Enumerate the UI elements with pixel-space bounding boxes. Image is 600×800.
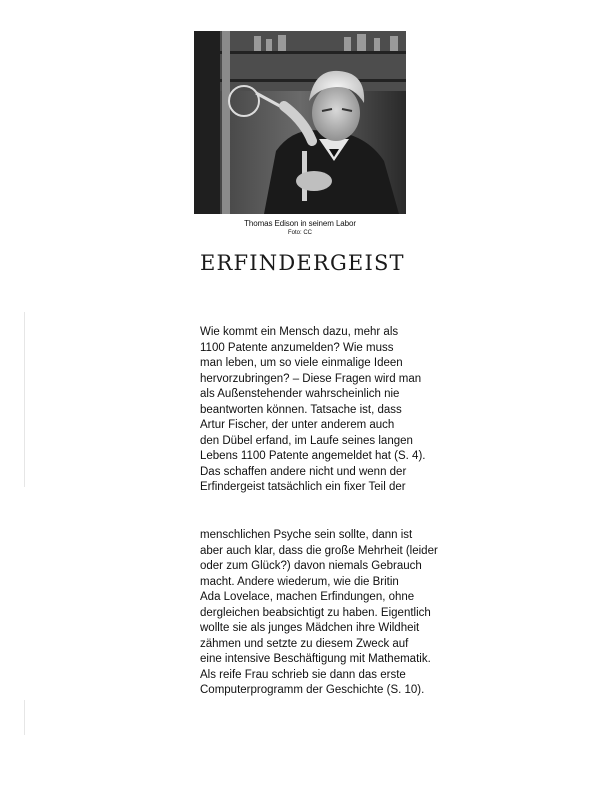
paragraph-line: menschlichen Psyche sein sollte, dann ist <box>200 529 413 541</box>
paragraph-line: Artur Fischer, der unter anderem auch <box>200 419 395 431</box>
paragraph-line: 1100 Patente anzumelden? Wie muss <box>200 341 394 354</box>
edison-photo-image <box>194 31 406 214</box>
paragraph-line: beantworten können. Tatsache ist, dass <box>200 403 402 416</box>
photo-caption <box>230 219 370 237</box>
paragraph-1 <box>200 325 425 496</box>
paragraph-line: hervorzubringen? – Diese Fragen wird man <box>200 372 422 385</box>
caption-credit: Foto: CC <box>287 230 312 236</box>
edison-photo <box>194 31 406 214</box>
paragraph-line: eine intensive Beschäftigung mit Mathematik. <box>200 653 431 665</box>
page-edge-mark <box>24 312 25 487</box>
paragraph-line: Computerprogramm der Geschichte (S. 10). <box>200 684 425 696</box>
paragraph-line: wollte sie als junges Mädchen ihre Wildheit <box>200 622 420 634</box>
paragraph-line: Lebens 1100 Patente angemeldet hat (S. 4). <box>200 450 426 462</box>
article-heading: ERFINDERGEIST <box>200 251 405 275</box>
paragraph-2 <box>200 528 438 699</box>
page-edge-mark <box>24 700 25 735</box>
paragraph-line: als Außenstehender wahrscheinlich nie <box>200 388 400 400</box>
paragraph-line: aber auch klar, dass die große Mehrheit (leider <box>200 544 438 557</box>
paragraph-line: oder zum Glück?) davon niemals Gebrauch <box>200 560 422 572</box>
paragraph-line: Wie kommt ein Mensch dazu, mehr als <box>200 326 399 338</box>
caption-title: Thomas Edison in seinem Labor <box>244 219 356 228</box>
paragraph-line: dergleichen beabsichtigt zu haben. Eigentlich <box>200 606 431 619</box>
paragraph-line: macht. Andere wiederum, wie die Britin <box>200 575 399 588</box>
paragraph-line: den Dübel erfand, im Laufe seines langen <box>200 434 413 447</box>
paragraph-line: zähmen und setzte zu diesem Zweck auf <box>200 637 409 650</box>
paragraph-line: man leben, um so viele einmalige Ideen <box>200 357 403 369</box>
paragraph-line: Erfindergeist tatsächlich ein fixer Teil der <box>200 481 406 493</box>
paragraph-line: Das schaffen andere nicht und wenn der <box>200 465 407 478</box>
paragraph-line: Als reife Frau schrieb sie dann das erste <box>200 668 406 681</box>
paragraph-line: Ada Lovelace, machen Erfindungen, ohne <box>200 591 415 603</box>
